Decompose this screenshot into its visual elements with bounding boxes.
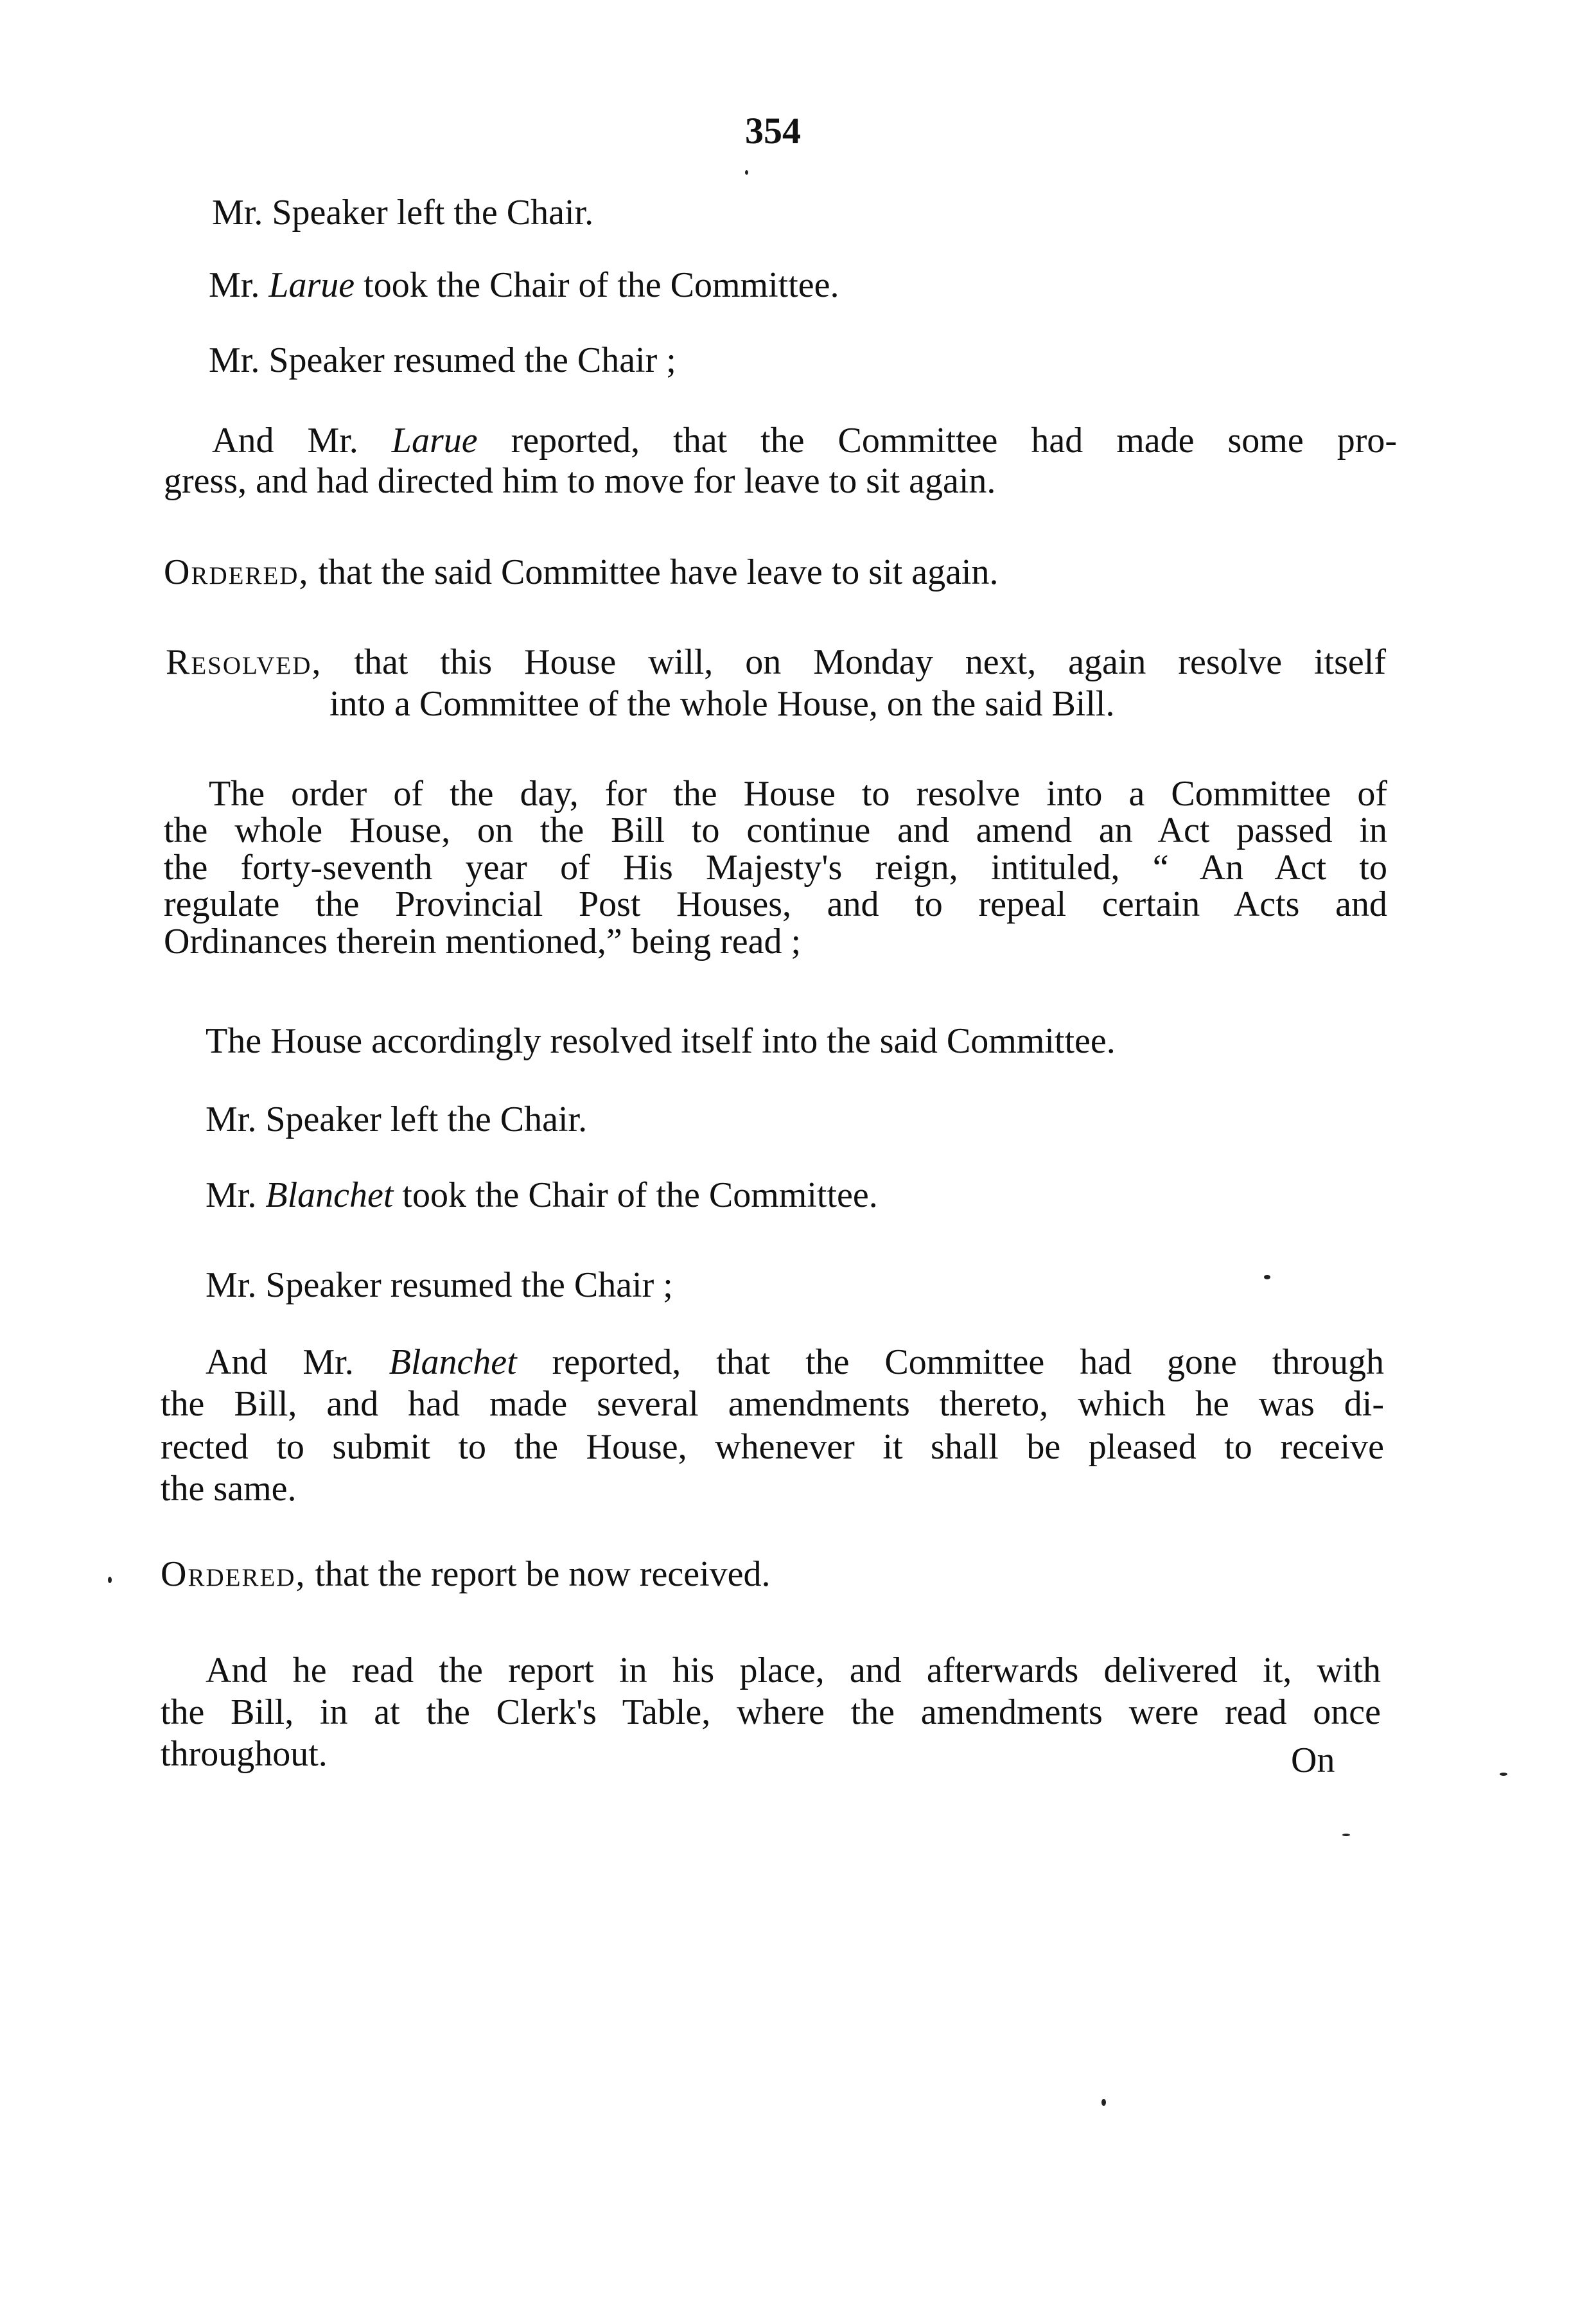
text-line: Ordinances therein mentioned,” being read ;	[164, 922, 802, 961]
text-line: the Bill, and had made several amendments thereto, which he was di-	[161, 1384, 1384, 1424]
scan-speck	[1342, 1834, 1350, 1836]
text-line: Mr. Larue took the Chair of the Committee.	[209, 265, 839, 305]
text-line: gress, and had directed him to move for leave to sit again.	[164, 461, 996, 501]
scan-speck	[1500, 1773, 1507, 1776]
name-blanchet: Blanchet	[265, 1175, 394, 1215]
text-line: rected to submit to the House, whenever it shall be pleased to receive	[161, 1427, 1384, 1467]
text-line: The House accordingly resolved itself into the said Committee.	[206, 1021, 1116, 1061]
text-line: And he read the report in his place, and afterwards delivered it, with	[206, 1651, 1381, 1690]
text-line: throughout.	[161, 1734, 328, 1774]
text-line: Ordered, that the said Committee have leave to sit again.	[164, 552, 999, 592]
text-line: the same.	[161, 1469, 297, 1509]
scan-speck	[108, 1577, 112, 1583]
ordered-label: Ordered,	[164, 552, 310, 592]
catchword: On	[1291, 1740, 1335, 1780]
text-line: Mr. Blanchet took the Chair of the Committee.	[206, 1175, 878, 1215]
text-line: the forty-seventh year of His Majesty's reign, intituled, “ An Act to	[164, 848, 1387, 888]
text-line: Ordered, that the report be now received.	[161, 1554, 771, 1594]
scan-speck	[745, 170, 748, 175]
text-line: And Mr. Larue reported, that the Committee had made some pro-	[212, 421, 1398, 460]
text-line: Mr. Speaker left the Chair.	[212, 193, 594, 232]
resolved-label: Resolved,	[166, 642, 322, 682]
text-line: The order of the day, for the House to resolve into a Committee of	[209, 774, 1387, 814]
text-line: Resolved, that this House will, on Monday next, again resolve itself	[166, 642, 1386, 682]
scan-speck	[1101, 2099, 1106, 2106]
text-line: regulate the Provincial Post Houses, and to repeal certain Acts and	[164, 884, 1387, 924]
name-larue: Larue	[268, 265, 355, 305]
text-line: into a Committee of the whole House, on the said Bill.	[329, 684, 1115, 724]
name-blanchet: Blanchet	[389, 1342, 517, 1382]
text-line: the whole House, on the Bill to continue and amend an Act passed in	[164, 811, 1387, 850]
ordered-label: Ordered,	[161, 1554, 306, 1594]
text-line: the Bill, in at the Clerk's Table, where the amendments were read once	[161, 1692, 1381, 1732]
scan-speck	[1264, 1275, 1270, 1279]
text-line: Mr. Speaker resumed the Chair ;	[209, 340, 676, 380]
text-line: And Mr. Blanchet reported, that the Committee had gone through	[206, 1342, 1384, 1382]
name-larue: Larue	[391, 421, 478, 460]
page-number: 354	[745, 110, 801, 152]
text-line: Mr. Speaker left the Chair.	[206, 1100, 588, 1139]
text-line: Mr. Speaker resumed the Chair ;	[206, 1265, 673, 1305]
